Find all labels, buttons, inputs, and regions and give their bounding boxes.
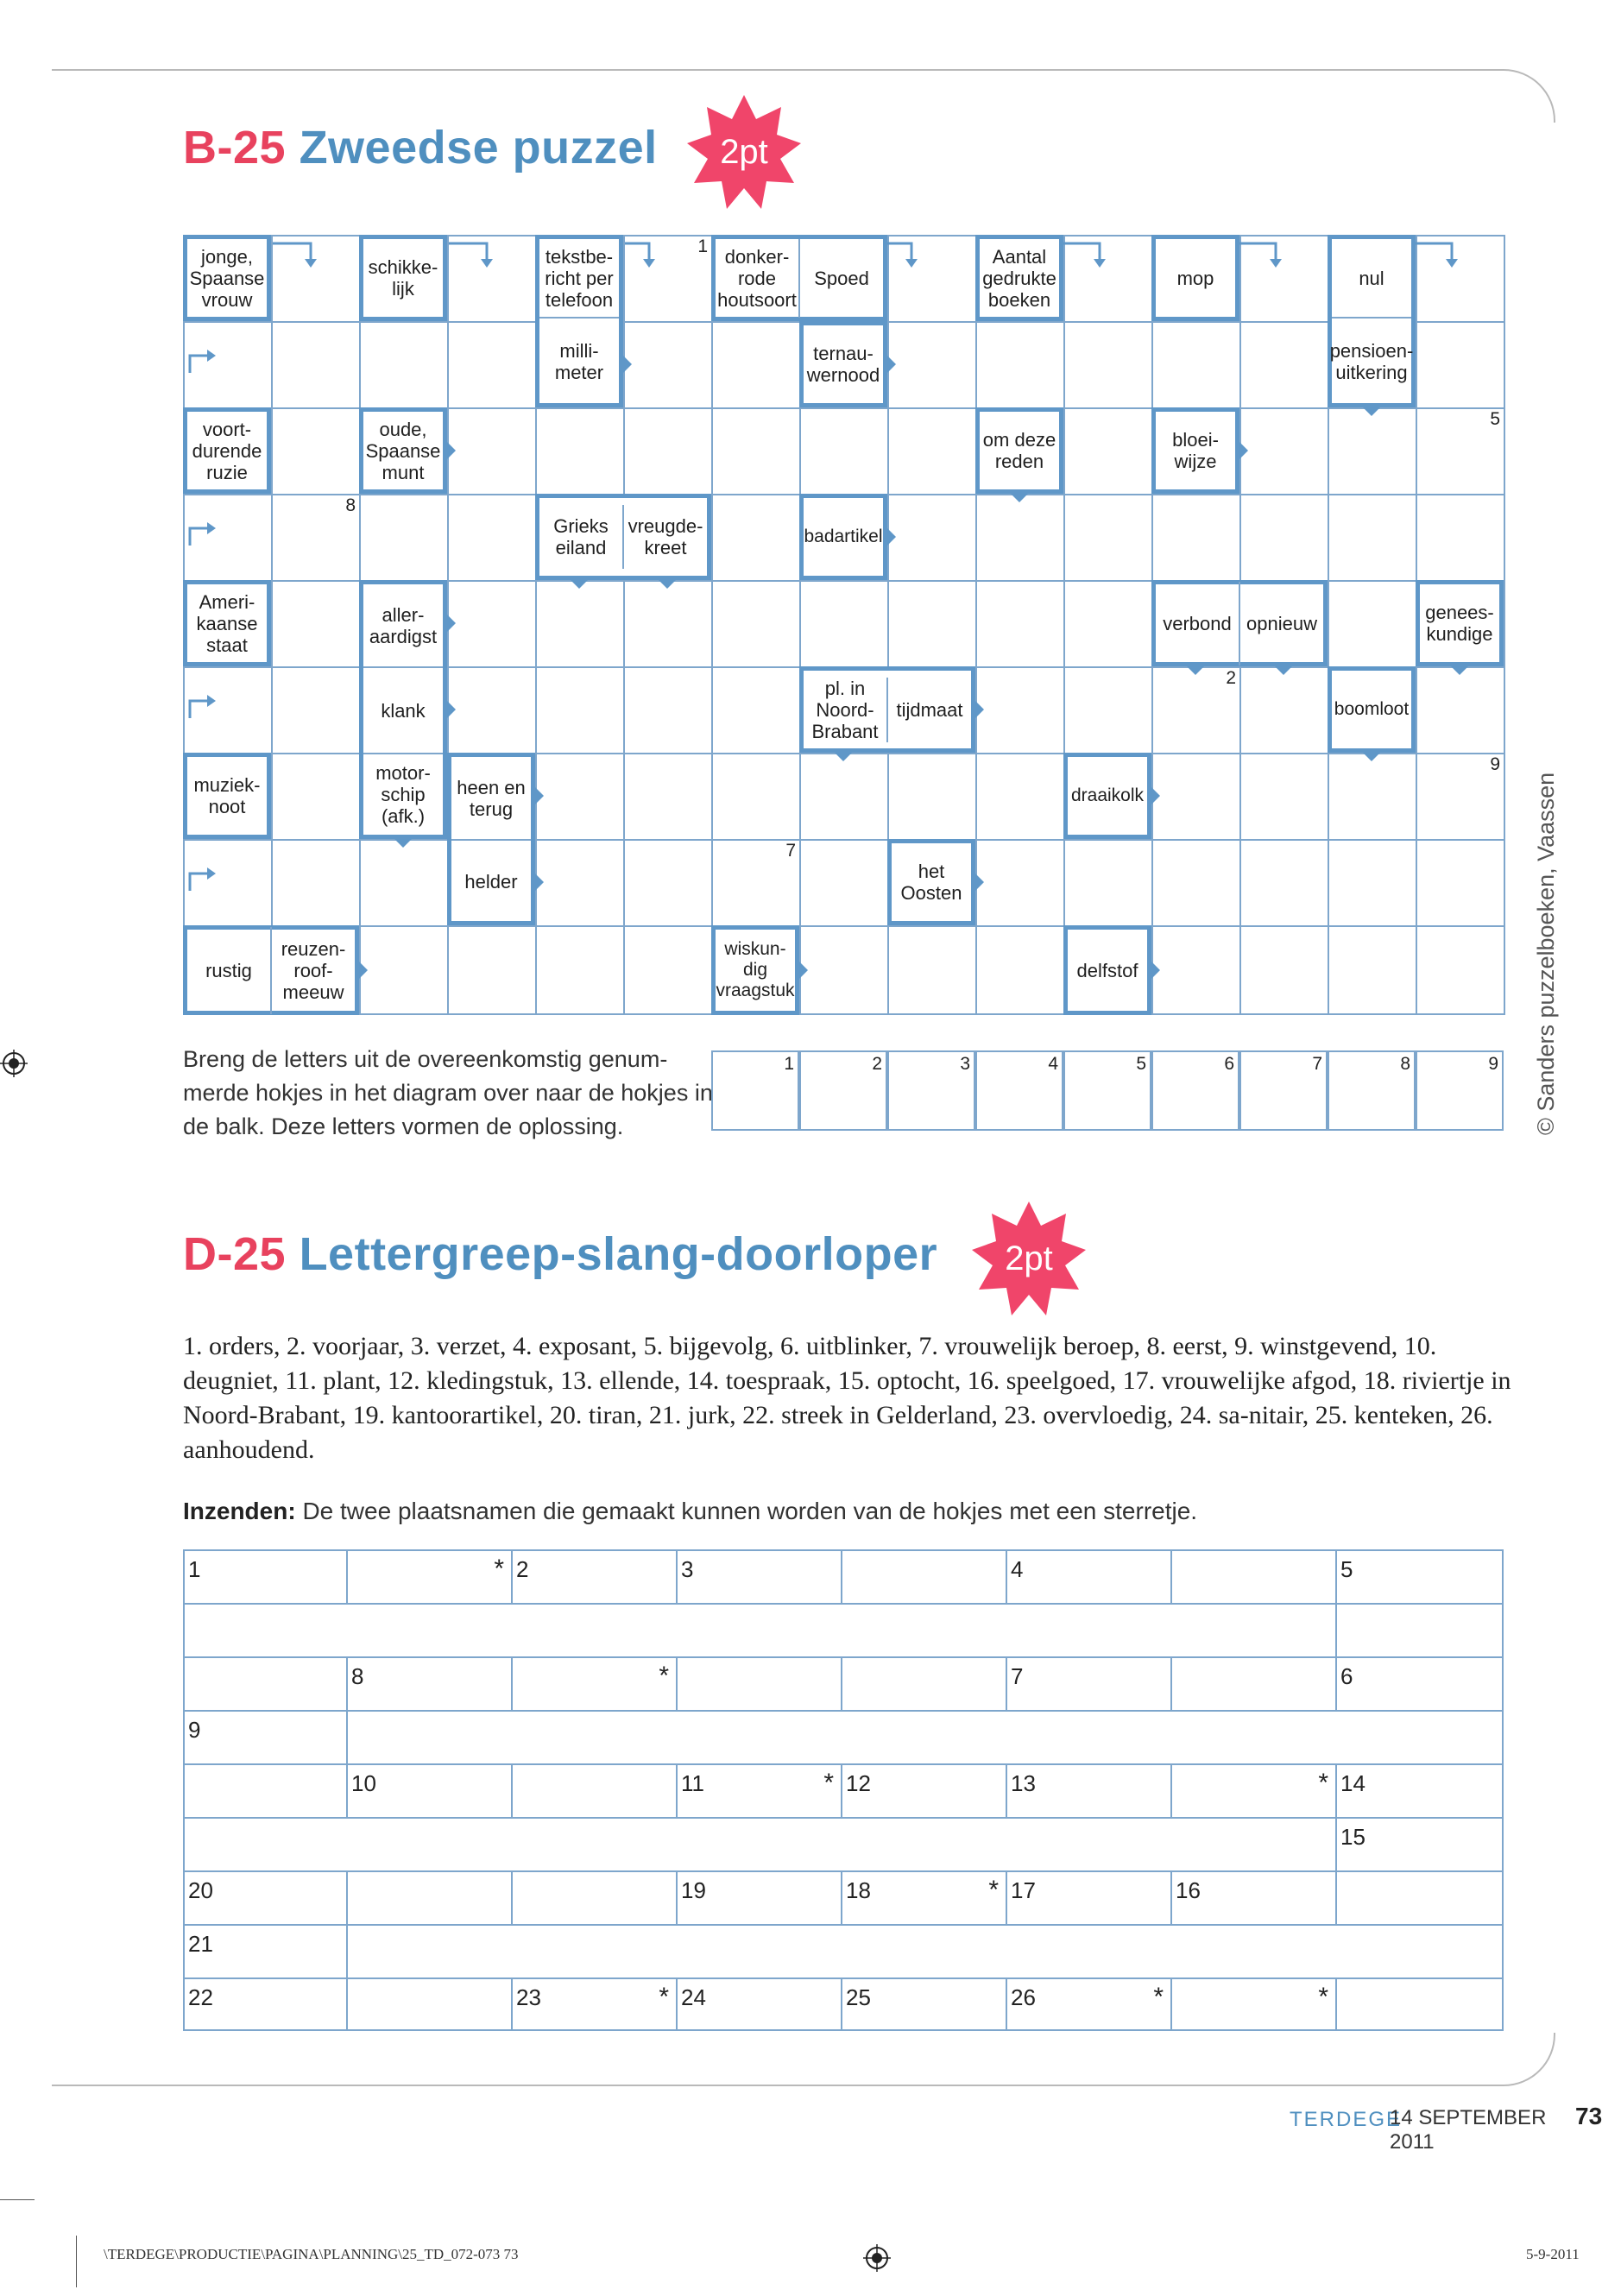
grid-cell[interactable] bbox=[1416, 925, 1505, 1015]
footer-brand: TERDEGE bbox=[1290, 2108, 1403, 2131]
grid-cell[interactable] bbox=[623, 580, 713, 668]
grid-cell[interactable] bbox=[359, 321, 449, 409]
slug-path: \TERDEGE\PRODUCTIE\PAGINA\PLANNING\25_TD_072-073 73 bbox=[104, 2246, 519, 2262]
registration-mark-icon bbox=[0, 1050, 28, 1077]
grid-cell[interactable] bbox=[1239, 839, 1329, 927]
grid-cell[interactable] bbox=[271, 753, 361, 841]
grid-cell[interactable]: 1 bbox=[183, 1549, 348, 1605]
page-number: 73 bbox=[1575, 2103, 1602, 2129]
grid-number-8: 8 bbox=[345, 495, 356, 515]
puzzle-d-points-badge bbox=[968, 1198, 1089, 1319]
inzenden-text: De twee plaatsnamen die gemaakt kunnen worden van de hokjes met een sterretje. bbox=[295, 1498, 1198, 1524]
grid-cell[interactable]: 2 bbox=[511, 1549, 678, 1605]
clue-cell-double: nul pensioen-uitkering bbox=[1328, 235, 1416, 407]
crossword-grid bbox=[183, 235, 1504, 1015]
grid-cell[interactable]: * bbox=[1170, 1977, 1337, 2031]
solution-cell[interactable]: 8 bbox=[1328, 1050, 1416, 1131]
grid-cell[interactable] bbox=[535, 753, 625, 841]
grid-cell[interactable]: 3 bbox=[676, 1549, 842, 1605]
clue-cell: jonge, Spaanse vrouw bbox=[183, 235, 271, 321]
grid-cell[interactable] bbox=[183, 1817, 1337, 1872]
clue-cell-pair: rustig reuzen-roof-meeuw bbox=[183, 925, 359, 1015]
puzzle-d-title bbox=[183, 1227, 937, 1281]
grid-cell[interactable] bbox=[271, 580, 361, 668]
grid-cell[interactable] bbox=[183, 321, 273, 409]
grid-cell[interactable] bbox=[447, 494, 537, 582]
grid-cell[interactable] bbox=[1416, 321, 1505, 409]
grid-cell[interactable] bbox=[183, 494, 273, 582]
clue-cell-pair: verbond opnieuw bbox=[1151, 580, 1328, 666]
grid-cell[interactable] bbox=[1328, 925, 1417, 1015]
grid-cell[interactable] bbox=[1335, 1977, 1504, 2031]
clue-cell: bloei-wijze bbox=[1151, 407, 1239, 494]
inzenden-line bbox=[183, 1498, 1197, 1525]
grid-cell[interactable] bbox=[711, 753, 801, 841]
grid-cell[interactable] bbox=[447, 666, 537, 754]
grid-cell[interactable] bbox=[1239, 494, 1329, 582]
puzzle-b-points: 2pt bbox=[720, 133, 768, 171]
grid-cell[interactable] bbox=[1416, 839, 1505, 927]
grid-cell[interactable] bbox=[183, 666, 273, 754]
solution-cell[interactable]: 1 bbox=[711, 1050, 799, 1131]
grid-cell[interactable]: 18 * bbox=[841, 1870, 1007, 1926]
grid-cell[interactable] bbox=[359, 925, 449, 1015]
grid-cell[interactable] bbox=[799, 925, 889, 1015]
grid-cell[interactable] bbox=[623, 925, 713, 1015]
grid-cell[interactable] bbox=[676, 1656, 842, 1712]
grid-cell[interactable] bbox=[271, 321, 361, 409]
grid-cell[interactable] bbox=[1151, 925, 1241, 1015]
grid-cell[interactable]: 14 bbox=[1335, 1763, 1504, 1819]
grid-cell[interactable] bbox=[1063, 235, 1153, 323]
grid-number-2: 2 bbox=[1226, 668, 1236, 688]
grid-cell[interactable] bbox=[359, 839, 449, 927]
grid-cell[interactable] bbox=[623, 753, 713, 841]
puzzle-b-title bbox=[183, 121, 658, 174]
grid-cell[interactable] bbox=[799, 580, 889, 668]
puzzle-b-code: B-25 bbox=[183, 122, 287, 173]
grid-cell[interactable]: * bbox=[511, 1656, 678, 1712]
clue-cell: schikke-lijk bbox=[359, 235, 447, 321]
grid-cell[interactable] bbox=[1328, 407, 1417, 495]
clue-cell: Aantal gedrukte boeken bbox=[975, 235, 1063, 321]
grid-cell[interactable] bbox=[1063, 321, 1153, 409]
grid-cell[interactable] bbox=[799, 839, 889, 927]
grid-cell[interactable] bbox=[346, 1977, 513, 2031]
clue-cell: badartikel bbox=[799, 494, 887, 580]
grid-cell[interactable] bbox=[887, 407, 977, 495]
clue-cell-double: tekstbe-richt per telefoon milli-meter bbox=[535, 235, 623, 407]
grid-number-7: 7 bbox=[785, 841, 796, 861]
grid-cell[interactable] bbox=[887, 494, 977, 582]
grid-cell[interactable] bbox=[1416, 666, 1505, 754]
grid-cell[interactable] bbox=[623, 321, 713, 409]
grid-number-5: 5 bbox=[1490, 409, 1500, 429]
grid-cell[interactable] bbox=[1151, 839, 1241, 927]
grid-cell[interactable]: 19 bbox=[676, 1870, 842, 1926]
solution-cell[interactable]: 3 bbox=[887, 1050, 975, 1131]
grid-cell[interactable] bbox=[1416, 494, 1505, 582]
grid-cell[interactable] bbox=[887, 321, 977, 409]
grid-cell[interactable]: 26 * bbox=[1006, 1977, 1172, 2031]
grid-cell[interactable]: 21 bbox=[183, 1924, 348, 1979]
inzenden-label: Inzenden: bbox=[183, 1498, 296, 1524]
clue-cell: mop bbox=[1151, 235, 1239, 321]
grid-number-1: 1 bbox=[697, 237, 708, 256]
grid-cell[interactable]: 16 bbox=[1170, 1870, 1337, 1926]
grid-cell[interactable]: 12 bbox=[841, 1763, 1007, 1819]
clue-cell: draaikolk bbox=[1063, 753, 1151, 839]
grid-cell[interactable]: 10 bbox=[346, 1763, 513, 1819]
grid-cell[interactable]: 17 bbox=[1006, 1870, 1172, 1926]
grid-cell[interactable] bbox=[975, 753, 1065, 841]
grid-cell[interactable] bbox=[1151, 494, 1241, 582]
grid-cell[interactable] bbox=[183, 1763, 348, 1819]
grid-cell[interactable] bbox=[1416, 235, 1505, 323]
doorloper-grid bbox=[183, 1549, 1504, 2031]
grid-cell[interactable] bbox=[183, 1603, 1337, 1658]
grid-cell[interactable] bbox=[447, 321, 537, 409]
grid-cell[interactable] bbox=[1151, 321, 1241, 409]
grid-cell[interactable] bbox=[1328, 494, 1417, 582]
solution-bar bbox=[711, 1050, 1504, 1131]
grid-cell[interactable]: 22 bbox=[183, 1977, 348, 2031]
puzzle-b-points-badge bbox=[684, 91, 804, 212]
grid-cell[interactable]: 5 bbox=[1335, 1549, 1504, 1658]
grid-cell[interactable] bbox=[1063, 666, 1153, 754]
grid-cell[interactable]: * bbox=[346, 1549, 513, 1605]
clue-cell: boomloot bbox=[1328, 666, 1416, 753]
grid-cell[interactable] bbox=[799, 407, 889, 495]
grid-cell[interactable] bbox=[887, 580, 977, 668]
grid-cell[interactable] bbox=[447, 580, 537, 668]
clue-cell: voort-durende ruzie bbox=[183, 407, 271, 494]
grid-cell[interactable] bbox=[975, 925, 1065, 1015]
clue-cell: wiskun-dig vraagstuk bbox=[711, 925, 799, 1015]
grid-cell[interactable] bbox=[1335, 1603, 1504, 1658]
grid-cell[interactable]: 23 * bbox=[511, 1977, 678, 2031]
grid-cell[interactable] bbox=[1151, 753, 1241, 841]
registration-mark-icon bbox=[863, 2244, 891, 2272]
clue-cell-pair: donker-rode houtsoort Spoed bbox=[711, 235, 887, 321]
grid-cell[interactable] bbox=[975, 321, 1065, 409]
puzzle-d-code: D-25 bbox=[183, 1228, 287, 1280]
grid-cell[interactable]: 8 bbox=[346, 1656, 513, 1712]
clue-cell: genees-kundige bbox=[1416, 580, 1504, 666]
grid-cell[interactable]: 6 bbox=[1335, 1656, 1504, 1712]
grid-cell[interactable] bbox=[535, 407, 625, 495]
grid-cell[interactable] bbox=[711, 321, 801, 409]
grid-cell[interactable] bbox=[887, 753, 977, 841]
puzzle-b-instruction: Breng de letters uit de overeenkomstig genum-merde hokjes in het diagram over naar de hokjes in de balk. Deze letters vormen de oplossing. bbox=[183, 1046, 713, 1139]
grid-cell[interactable]: * bbox=[1170, 1763, 1337, 1819]
grid-cell[interactable] bbox=[799, 753, 889, 841]
clue-cell: om deze reden bbox=[975, 407, 1063, 494]
bottom-rule bbox=[52, 2033, 1555, 2086]
grid-cell[interactable]: 15 bbox=[1335, 1817, 1504, 1872]
grid-cell[interactable]: 20 bbox=[183, 1870, 348, 1926]
clue-cell: ternau-wernood bbox=[799, 321, 887, 407]
grid-cell[interactable] bbox=[841, 1549, 1007, 1605]
clue-cell: delfstof bbox=[1063, 925, 1151, 1015]
grid-cell[interactable] bbox=[346, 1870, 513, 1926]
grid-cell[interactable] bbox=[271, 839, 361, 927]
grid-cell[interactable] bbox=[511, 1870, 678, 1926]
grid-cell[interactable] bbox=[841, 1656, 1007, 1712]
crop-mark bbox=[0, 2199, 35, 2200]
grid-cell[interactable] bbox=[1063, 407, 1153, 495]
grid-cell[interactable] bbox=[1239, 407, 1329, 495]
solution-cell[interactable]: 6 bbox=[1151, 1050, 1239, 1131]
grid-cell[interactable] bbox=[535, 580, 625, 668]
grid-cell[interactable] bbox=[535, 666, 625, 754]
solution-cell[interactable]: 9 bbox=[1416, 1050, 1504, 1131]
grid-cell[interactable]: 9 bbox=[183, 1710, 348, 1765]
footer-date: 14 SEPTEMBER 2011 bbox=[1390, 2106, 1547, 2154]
solution-cell[interactable]: 2 bbox=[799, 1050, 887, 1131]
grid-cell[interactable] bbox=[1239, 235, 1329, 323]
grid-cell[interactable] bbox=[511, 1763, 678, 1819]
clue-cell: oude, Spaanse munt bbox=[359, 407, 447, 494]
grid-cell[interactable] bbox=[359, 494, 449, 582]
puzzle-d-clues: 1. orders, 2. voorjaar, 3. verzet, 4. exposant, 5. bijgevolg, 6. uitblinker, 7. vrouwelijk beroep, 8. eerst, 9. winstgevend, 10. deugniet, 11. plant, 12. kledingstuk, 13. ellende, 14. toespraak, 15. optocht, 16. speelgoed, 17. vrouwelijke afgod, 18. riviertje in Noord-Brabant, 19. kantoorartikel, 20. tiran, 21. jurk, 22. streek in Gelderland, 23. overvloedig, 24. sa-nitair, 25. kenteken, 26. aanhoudend. bbox=[183, 1332, 1511, 1464]
crop-mark bbox=[76, 2236, 77, 2287]
clue-cell-pair: Grieks eiland vreugde-kreet bbox=[535, 494, 711, 580]
grid-cell[interactable] bbox=[623, 666, 713, 754]
grid-number-9: 9 bbox=[1490, 754, 1500, 774]
grid-cell[interactable] bbox=[1239, 321, 1329, 409]
grid-cell[interactable] bbox=[975, 580, 1065, 668]
grid-cell[interactable] bbox=[887, 925, 977, 1015]
clue-cell-pair: pl. in Noord-Brabant tijdmaat bbox=[799, 666, 975, 753]
grid-cell[interactable] bbox=[535, 925, 625, 1015]
grid-cell[interactable] bbox=[346, 1924, 1504, 1979]
grid-cell[interactable] bbox=[183, 1656, 348, 1712]
puzzle-d-name: Lettergreep-slang-doorloper bbox=[299, 1228, 938, 1280]
puzzle-d-points: 2pt bbox=[1005, 1239, 1053, 1277]
grid-cell[interactable] bbox=[975, 839, 1065, 927]
grid-cell[interactable] bbox=[623, 407, 713, 495]
grid-cell[interactable] bbox=[1335, 1870, 1504, 1926]
clue-cell: het Oosten bbox=[887, 839, 975, 925]
grid-cell[interactable] bbox=[711, 666, 801, 754]
slug-date: 5-9-2011 bbox=[1526, 2246, 1580, 2262]
grid-cell[interactable]: 11 * bbox=[676, 1763, 842, 1819]
puzzle-b-name: Zweedse puzzel bbox=[299, 122, 658, 173]
grid-cell[interactable] bbox=[447, 925, 537, 1015]
solution-cell[interactable]: 4 bbox=[975, 1050, 1063, 1131]
grid-cell[interactable] bbox=[1170, 1549, 1337, 1605]
grid-cell[interactable] bbox=[1328, 580, 1417, 668]
clue-cell-triple: aller-aardigst klank motor-schip (afk.) bbox=[359, 580, 447, 839]
grid-cell[interactable] bbox=[1328, 839, 1417, 927]
grid-cell[interactable] bbox=[535, 839, 625, 927]
clue-cell: muziek-noot bbox=[183, 753, 271, 839]
grid-cell[interactable] bbox=[1063, 494, 1153, 582]
solution-cell[interactable]: 7 bbox=[1239, 1050, 1328, 1131]
grid-cell[interactable] bbox=[1239, 666, 1329, 754]
grid-cell[interactable] bbox=[346, 1710, 1504, 1765]
grid-cell[interactable] bbox=[887, 235, 977, 323]
grid-cell[interactable]: 7 bbox=[1006, 1656, 1172, 1712]
grid-cell[interactable] bbox=[447, 235, 537, 323]
grid-cell[interactable] bbox=[1239, 753, 1329, 841]
grid-cell[interactable] bbox=[975, 494, 1065, 582]
grid-cell[interactable] bbox=[447, 407, 537, 495]
grid-cell[interactable] bbox=[1063, 839, 1153, 927]
grid-cell[interactable] bbox=[1328, 753, 1417, 841]
grid-cell[interactable] bbox=[1170, 1656, 1337, 1712]
grid-cell[interactable] bbox=[271, 666, 361, 754]
grid-cell[interactable]: 4 bbox=[1006, 1549, 1172, 1605]
grid-cell[interactable] bbox=[711, 580, 801, 668]
grid-cell[interactable] bbox=[711, 494, 801, 582]
grid-cell[interactable] bbox=[1239, 925, 1329, 1015]
grid-cell[interactable]: 24 bbox=[676, 1977, 842, 2031]
copyright-note: © Sanders puzzelboeken, Vaassen bbox=[1533, 772, 1559, 1135]
grid-cell[interactable] bbox=[271, 407, 361, 495]
grid-cell[interactable] bbox=[1063, 580, 1153, 668]
grid-cell[interactable] bbox=[183, 839, 273, 927]
grid-cell[interactable]: 13 bbox=[1006, 1763, 1172, 1819]
clue-cell: Ameri-kaanse staat bbox=[183, 580, 271, 666]
clue-cell-double: heen en terug helder bbox=[447, 753, 535, 925]
grid-cell[interactable] bbox=[975, 666, 1065, 754]
grid-cell[interactable] bbox=[271, 235, 361, 323]
grid-cell[interactable]: 25 bbox=[841, 1977, 1007, 2031]
grid-cell[interactable] bbox=[711, 407, 801, 495]
grid-cell[interactable] bbox=[623, 839, 713, 927]
solution-cell[interactable]: 5 bbox=[1063, 1050, 1151, 1131]
